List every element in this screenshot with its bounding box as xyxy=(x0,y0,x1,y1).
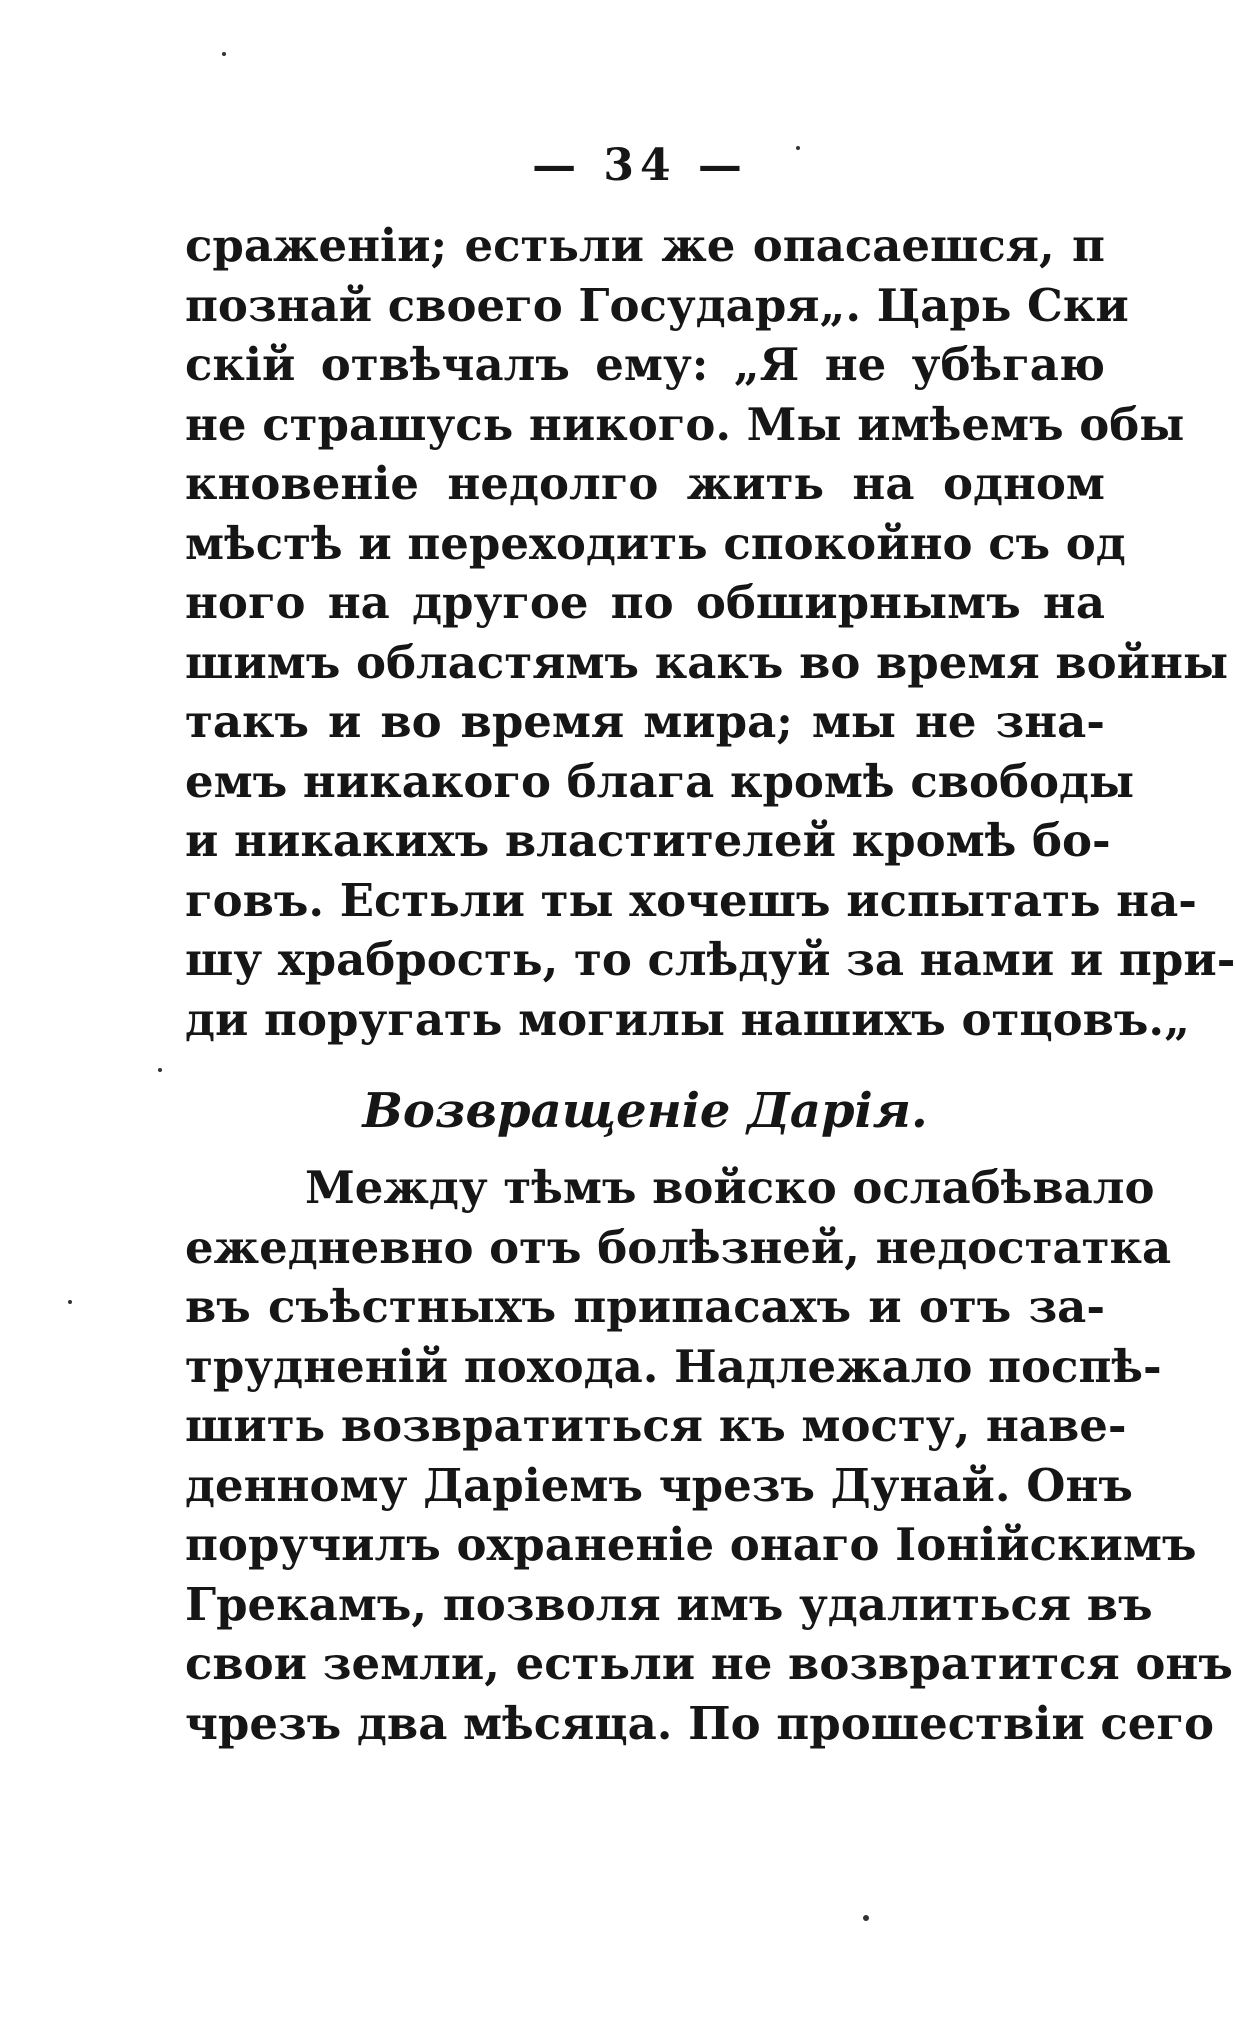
print-speck xyxy=(863,1915,869,1921)
paragraph-1 xyxy=(185,216,1235,1049)
print-speck xyxy=(222,52,226,56)
text-line: Грекамъ, позволя имъ удалиться въ xyxy=(185,1577,1153,1631)
text-line: емъ никакого блага кромѣ свободы xyxy=(185,754,1135,808)
text-line: мѣстѣ и переходить спокойно съ од xyxy=(185,516,1126,570)
section-heading: Возвращеніе Дарія. xyxy=(362,1083,928,1139)
text-line: свои земли, естьли не возвратится онъ xyxy=(185,1637,1233,1690)
text-line: познай своего Государя„. Царь Ски xyxy=(185,278,1129,332)
text-line: и никакихъ властителей кромѣ бо- xyxy=(185,814,1111,867)
text-line: скій отвѣчалъ ему: „Я не убѣгаю xyxy=(185,338,1105,391)
print-speck xyxy=(68,1300,72,1304)
text-line: въ съѣстныхъ припасахъ и отъ за- xyxy=(185,1280,1105,1333)
text-line: денному Даріемъ чрезъ Дунай. Онъ xyxy=(185,1458,1133,1512)
text-line: кновеніе недолго жить на одном xyxy=(185,457,1105,510)
text-line: ди поругать могилы нашихъ отцовъ.„ xyxy=(185,992,1190,1046)
text-line: такъ и во время мира; мы не зна- xyxy=(185,695,1105,748)
text-line: ежедневно отъ болѣзней, недостатка xyxy=(185,1220,1172,1274)
print-speck xyxy=(796,146,800,150)
text-line: шить возвратиться къ мосту, наве- xyxy=(185,1399,1127,1452)
text-line: говъ. Естьли ты хочешъ испытать на- xyxy=(185,873,1197,927)
text-line: не страшусь никого. Мы имѣемъ обы xyxy=(185,397,1185,451)
text-line: поручилъ охраненіе онаго Іонійскимъ xyxy=(185,1518,1197,1571)
text-line: сраженіи; естьли же опасаешся, п xyxy=(185,219,1105,272)
text-line: шимъ областямъ какъ во время войны xyxy=(185,635,1229,689)
paragraph-2 xyxy=(185,1158,1233,1753)
text-line: трудненій похода. Надлежало поспѣ- xyxy=(185,1339,1162,1393)
text-line: чрезъ два мѣсяца. По прошествіи сего xyxy=(185,1696,1215,1750)
text-line: Между тѣмъ войско ослабѣвало xyxy=(305,1161,1155,1214)
print-speck xyxy=(158,1068,162,1072)
text-line: ного на другое по обширнымъ на xyxy=(185,576,1105,629)
text-line: шу храбрость, то слѣдуй за нами и при- xyxy=(185,933,1235,986)
page-number: — 34 — xyxy=(532,140,748,191)
